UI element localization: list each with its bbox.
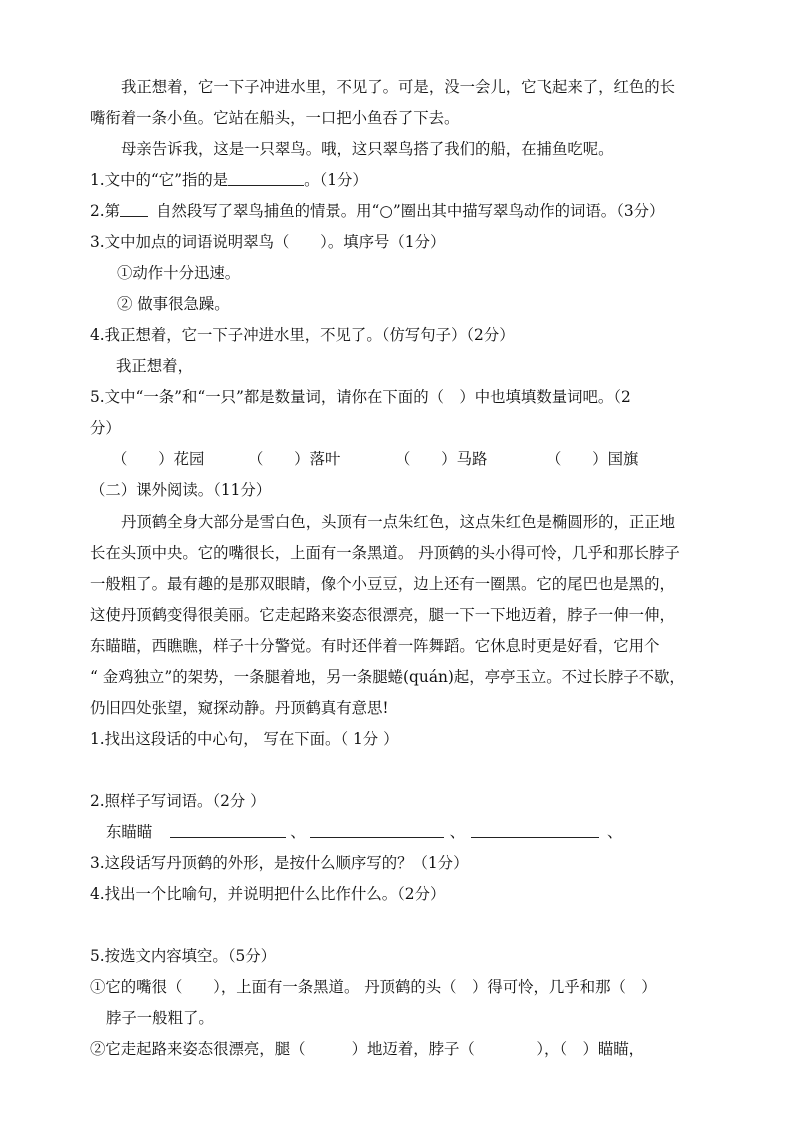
question-4: 4.我正想着，它一下子冲进水里，不见了。（仿写句子）（2分） [90,326,515,344]
question-4-answer-start: 我正想着， [116,357,193,375]
reading-line-4: 这使丹顶鹤变得很美丽。它走起路来姿态很漂亮，腿一下一下地迈着，脖子一伸一伸， [90,606,675,624]
question-5-line-2: 分） [90,419,121,437]
word-example: 东瞄瞄 [106,823,153,841]
reading-question-5: 5.按选文内容填空。（5分） [90,947,277,965]
question-1-text: 1.文中的“它”指的是 [90,171,229,189]
question-1-blank[interactable] [228,171,304,186]
passage-2-line: 母亲告诉我，这是一只翠鸟。哦，这只翠鸟搭了我们的船，在捕鱼吃呢。 [121,140,614,158]
reading-question-5-item-1-line-1: ①它的嘴很（ ），上面有一条黑道。 丹顶鹤的头（ ）得可怜，几乎和那（ ） [90,978,657,996]
question-5-item-leaves[interactable]: （ ）落叶 [248,450,341,468]
reading-line-2: 长在头顶中央。它的嘴很长，上面有一条黑道。 丹顶鹤的头小得可怜，几乎和那长脖子 [90,544,680,562]
question-2 [90,201,664,221]
word-blank-1[interactable] [170,823,286,838]
passage-1-line-2: 嘴衔着一条小鱼。它站在船头，一口把小鱼吞了下去。 [90,109,460,127]
reading-question-3: 3.这段话写丹顶鹤的外形，是按什么顺序写的？（1分） [90,854,469,872]
reading-line-6: “ 金鸡独立”的架势，一条腿着地，另一条腿蜷(quán)起，亭亭玉立。不过长脖子不歇， [90,668,685,686]
word-separator-3: 、 [607,823,623,841]
reading-question-5-item-2: ②它走起路来姿态很漂亮，腿（ ）地迈着，脖子（ ），（ ）瞄瞄， [90,1040,645,1058]
question-1-score: 。（1分） [304,171,368,189]
question-1 [90,170,368,190]
reading-question-1: 1.找出这段话的中心句， 写在下面。（ 1分 ） [90,730,399,748]
reading-question-4: 4.找出一个比喻句，并说明把什么比作什么。（2分） [90,885,446,903]
reading-question-2: 2.照样子写词语。（2分 ） [90,792,266,810]
passage-1-line-1: 我正想着，它一下子冲进水里，不见了。可是，没一会儿，它飞起来了，红色的长 [121,78,676,96]
question-3-option-2: ② 做事很急躁。 [117,295,230,313]
question-5-item-garden[interactable]: （ ）花园 [112,450,205,468]
question-3-option-1: ①动作十分迅速。 [117,264,241,282]
reading-line-5: 东瞄瞄，西瞧瞧，样子十分警觉。有时还伴着一阵舞蹈。它休息时更是好看，它用个 [90,637,660,655]
reading-question-2-answers [106,822,622,842]
word-separator-1: 、 [290,823,306,841]
question-2-text: 自然段写了翠鸟捕鱼的情景。用“○”圈出其中描写翠鸟动作的词语。（3分） [156,202,665,220]
reading-line-1: 丹顶鹤全身大部分是雪白色，头顶有一点朱红色，这点朱红色是椭圆形的，正正地 [121,513,676,531]
reading-line-7: 仍旧四处张望，窥探动静。丹顶鹤真有意思! [90,699,389,717]
question-5-item-flag[interactable]: （ ）国旗 [546,450,639,468]
word-separator-2: 、 [449,823,465,841]
question-3: 3.文中加点的词语说明翠鸟（ ）。填序号（1分） [90,233,446,251]
section-2-heading: （二）课外阅读。（11分） [90,481,272,499]
question-2-prefix: 2.第 [90,202,121,220]
question-5-line-1: 5.文中“一条”和“一只”都是数量词，请你在下面的（ ）中也填填数量词吧。（2 [90,388,631,406]
question-5-item-road[interactable]: （ ）马路 [395,450,488,468]
word-blank-3[interactable] [471,823,599,838]
reading-line-3: 一般粗了。最有趣的是那双眼睛，像个小豆豆，边上还有一圈黑。它的尾巴也是黑的， [90,575,675,593]
reading-question-5-item-1-line-2: 脖子一般粗了。 [106,1009,214,1027]
question-2-blank[interactable] [120,202,148,217]
word-blank-2[interactable] [310,823,444,838]
